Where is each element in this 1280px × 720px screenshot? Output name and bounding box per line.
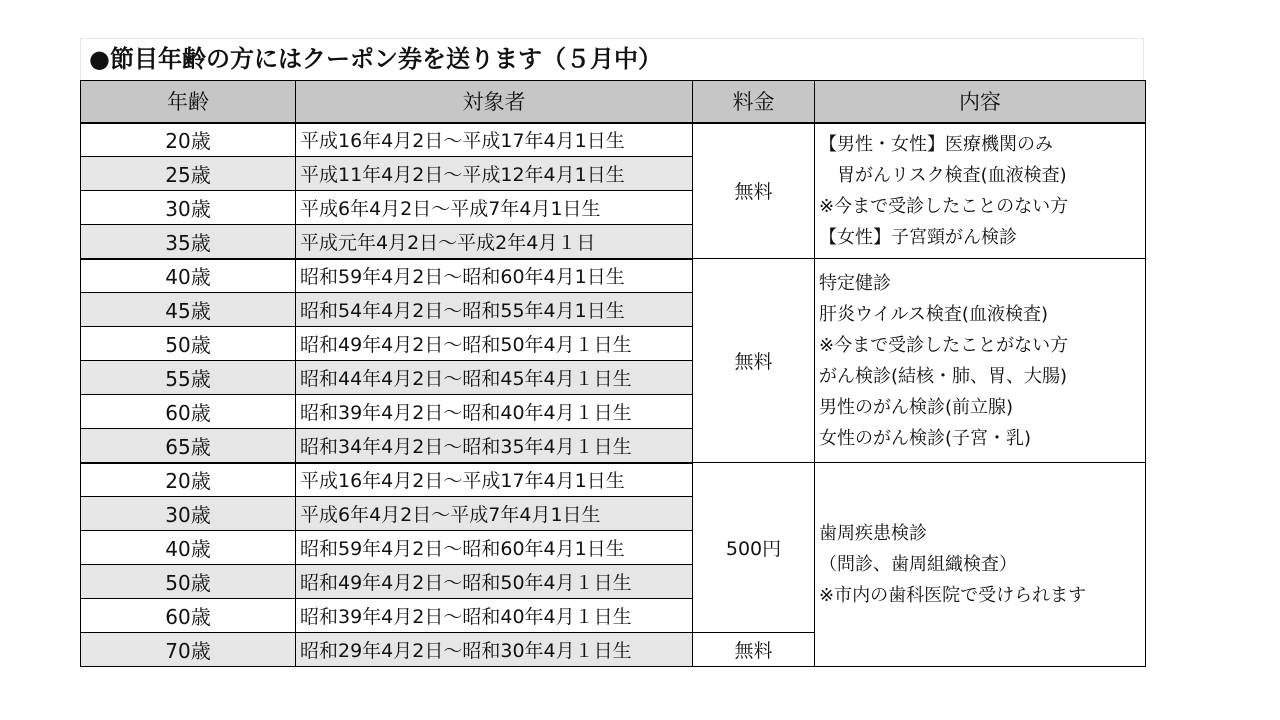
age-cell: 30歳 xyxy=(81,191,296,225)
target-cell: 昭和54年4月2日～昭和55年4月1日生 xyxy=(296,293,693,327)
fee-cell: 無料 xyxy=(693,123,815,259)
age-cell: 70歳 xyxy=(81,633,296,667)
age-cell: 50歳 xyxy=(81,565,296,599)
age-cell: 40歳 xyxy=(81,259,296,293)
age-cell: 35歳 xyxy=(81,225,296,259)
age-cell: 65歳 xyxy=(81,429,296,463)
content-cell: 歯周疾患検診 （問診、歯周組織検査） ※市内の歯科医院で受けられます xyxy=(815,463,1146,667)
header-row xyxy=(81,81,1146,123)
content-cell: 特定健診 肝炎ウイルス検査(血液検査) ※今まで受診したことがない方 がん検診(結核・肺、胃、大腸) 男性のがん検診(前立腺) 女性のがん検診(子宮・乳) xyxy=(815,259,1146,463)
target-cell: 昭和59年4月2日～昭和60年4月1日生 xyxy=(296,259,693,293)
fee-cell: 無料 xyxy=(693,259,815,463)
age-cell: 50歳 xyxy=(81,327,296,361)
age-cell: 20歳 xyxy=(81,123,296,157)
target-cell: 昭和49年4月2日～昭和50年4月１日生 xyxy=(296,565,693,599)
table-row xyxy=(81,123,1146,157)
header-age: 年齢 xyxy=(81,81,296,123)
age-cell: 60歳 xyxy=(81,599,296,633)
target-cell: 平成6年4月2日～平成7年4月1日生 xyxy=(296,191,693,225)
target-cell: 平成元年4月2日～平成2年4月１日 xyxy=(296,225,693,259)
header-target: 対象者 xyxy=(296,81,693,123)
age-cell: 55歳 xyxy=(81,361,296,395)
target-cell: 昭和29年4月2日～昭和30年4月１日生 xyxy=(296,633,693,667)
coupon-table xyxy=(80,80,1146,667)
header-content: 内容 xyxy=(815,81,1146,123)
target-cell: 昭和49年4月2日～昭和50年4月１日生 xyxy=(296,327,693,361)
age-cell: 25歳 xyxy=(81,157,296,191)
age-cell: 40歳 xyxy=(81,531,296,565)
target-cell: 昭和44年4月2日～昭和45年4月１日生 xyxy=(296,361,693,395)
age-cell: 30歳 xyxy=(81,497,296,531)
target-cell: 平成16年4月2日～平成17年4月1日生 xyxy=(296,463,693,497)
target-cell: 平成6年4月2日～平成7年4月1日生 xyxy=(296,497,693,531)
target-cell: 昭和59年4月2日～昭和60年4月1日生 xyxy=(296,531,693,565)
page-title: ●節目年齢の方にはクーポン券を送ります（５月中） xyxy=(80,38,1144,80)
table-row xyxy=(81,259,1146,293)
target-cell: 平成16年4月2日～平成17年4月1日生 xyxy=(296,123,693,157)
header-fee: 料金 xyxy=(693,81,815,123)
age-cell: 20歳 xyxy=(81,463,296,497)
target-cell: 平成11年4月2日～平成12年4月1日生 xyxy=(296,157,693,191)
fee-cell: 500円 xyxy=(693,463,815,633)
target-cell: 昭和39年4月2日～昭和40年4月１日生 xyxy=(296,599,693,633)
age-cell: 45歳 xyxy=(81,293,296,327)
age-cell: 60歳 xyxy=(81,395,296,429)
fee-cell: 無料 xyxy=(693,633,815,667)
target-cell: 昭和34年4月2日～昭和35年4月１日生 xyxy=(296,429,693,463)
target-cell: 昭和39年4月2日～昭和40年4月１日生 xyxy=(296,395,693,429)
table-row xyxy=(81,463,1146,497)
content-cell: 【男性・女性】医療機関のみ 胃がんリスク検査(血液検査) ※今まで受診したことのない方 【女性】子宮頸がん検診 xyxy=(815,123,1146,259)
